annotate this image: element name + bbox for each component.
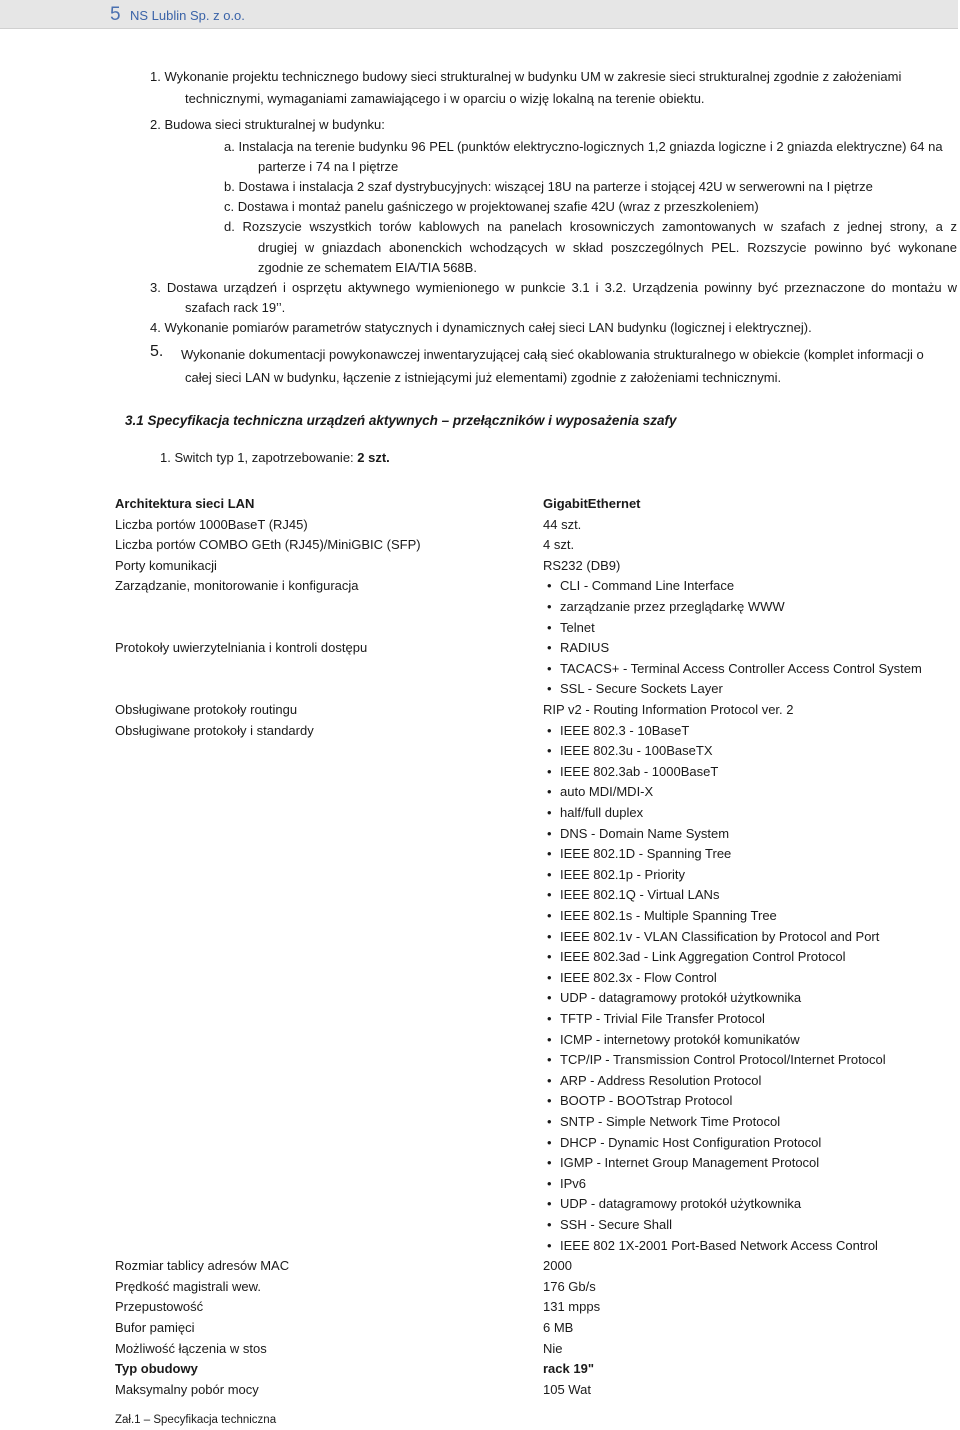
spec-label: Liczba portów COMBO GEth (RJ45)/MiniGBIC (SFP) xyxy=(115,537,421,553)
spec-bullet-text: IEEE 802.1D - Spanning Tree xyxy=(560,846,732,862)
switch-heading-prefix: 1. Switch typ 1, zapotrzebowanie: xyxy=(160,450,358,465)
spec-value: 131 mpps xyxy=(543,1299,601,1315)
spec-bullet-item xyxy=(547,578,734,594)
spec-bullet-text: DNS - Domain Name System xyxy=(560,825,730,841)
spec-bullet-item xyxy=(547,1052,886,1068)
spec-bullet-item xyxy=(547,929,879,945)
bullet-icon: • xyxy=(547,990,552,1006)
spec-bullet-item xyxy=(547,826,729,842)
bullet-icon: • xyxy=(547,763,552,779)
spec-bullet-item xyxy=(547,1073,761,1089)
spec-bullet-item xyxy=(547,599,785,615)
spec-bullet-text: IEEE 802.1Q - Virtual LANs xyxy=(560,887,720,903)
spec-bullet-item xyxy=(547,990,801,1006)
spec-label: Prędkość magistrali wew. xyxy=(115,1278,261,1294)
spec-bullet-text: DHCP - Dynamic Host Configuration Protocol xyxy=(560,1134,822,1150)
scope-item-2d-line-2: drugiej w gniazdach abonenckich wchodzących w skład poszczególnych PEL. Rozszycie powinno być wykonane xyxy=(258,240,957,255)
scope-item-4: 4. Wykonanie pomiarów parametrów statycznych i dynamicznych całej sieci LAN budynku (logicznej i elektrycznej). xyxy=(150,320,812,335)
header-bar xyxy=(0,0,958,29)
spec-label: Liczba portów 1000BaseT (RJ45) xyxy=(115,516,308,532)
spec-bullet-item xyxy=(547,743,712,759)
spec-bullet-text: SNTP - Simple Network Time Protocol xyxy=(560,1114,781,1129)
spec-bullet-text: IPv6 xyxy=(560,1175,587,1191)
bullet-icon: • xyxy=(547,825,552,841)
bullet-icon: • xyxy=(547,1031,552,1047)
bullet-icon: • xyxy=(547,599,552,614)
bullet-icon: • xyxy=(547,1237,552,1253)
footer-text: Zał.1 – Specyfikacja techniczna xyxy=(115,1414,277,1426)
spec-value: GigabitEthernet xyxy=(543,496,641,511)
company-name: NS Lublin Sp. z o.o. xyxy=(130,8,245,23)
spec-value: 176 Gb/s xyxy=(543,1278,596,1294)
spec-bullet-text: TACACS+ - Terminal Access Controller Access Control System xyxy=(560,660,922,676)
spec-value: 4 szt. xyxy=(543,537,575,553)
spec-value: rack 19" xyxy=(543,1361,594,1377)
scope-item-2: 2. Budowa sieci strukturalnej w budynku: xyxy=(150,117,385,132)
spec-bullet-item xyxy=(547,640,609,656)
spec-bullet-item xyxy=(547,1217,672,1233)
spec-bullet-item xyxy=(547,867,685,883)
bullet-icon: • xyxy=(547,1196,552,1212)
spec-bullet-item xyxy=(547,723,689,739)
bullet-icon: • xyxy=(547,949,552,965)
spec-label: Zarządzanie, monitorowanie i konfiguracja xyxy=(115,578,359,594)
spec-bullet-item xyxy=(547,1135,821,1151)
spec-bullet-item xyxy=(547,846,731,862)
spec-bullet-text: auto MDI/MDI-X xyxy=(560,784,654,800)
spec-bullet-text: UDP - datagramowy protokół użytkownika xyxy=(560,990,802,1006)
switch-quantity: 2 szt. xyxy=(357,450,390,465)
spec-bullet-text: SSH - Secure Shall xyxy=(560,1217,672,1232)
spec-value: 44 szt. xyxy=(543,516,582,532)
spec-bullet-text: IEEE 802.3 - 10BaseT xyxy=(560,722,690,738)
bullet-icon: • xyxy=(547,619,552,635)
scope-item-2a-line-1: a. Instalacja na terenie budynku 96 PEL (punktów elektryczno-logicznych 1,2 gniazda logiczne i 2 gniazda elektryczne) 64 na xyxy=(224,139,943,154)
spec-label: Obsługiwane protokoły i standardy xyxy=(115,722,314,738)
spec-bullet-text: Telnet xyxy=(560,619,595,635)
spec-bullet-item xyxy=(547,1114,780,1130)
spec-bullet-item xyxy=(547,970,717,986)
spec-bullet-text: TFTP - Trivial File Transfer Protocol xyxy=(560,1011,765,1026)
bullet-icon: • xyxy=(547,578,552,594)
spec-bullet-text: IEEE 802.3u - 100BaseTX xyxy=(560,743,713,759)
spec-bullet-text: IEEE 802.3ab - 1000BaseT xyxy=(560,763,719,779)
scope-item-1-line-1: 1. Wykonanie projektu technicznego budowy sieci strukturalnej w budynku UM w zakresie sieci strukturalnej zgodnie z założeniami xyxy=(150,69,902,84)
spec-bullet-text: IEEE 802.3ad - Link Aggregation Control Protocol xyxy=(560,949,846,965)
spec-bullet-text: UDP - datagramowy protokół użytkownika xyxy=(560,1196,802,1212)
bullet-icon: • xyxy=(547,660,552,676)
scope-item-2d-line-1: d. Rozszycie wszystkich torów kablowych na panelach krosowniczych zamontowanych w szafach z jednej strony, a z xyxy=(224,219,957,234)
scope-item-5-number: 5. xyxy=(150,343,164,360)
bullet-icon: • xyxy=(547,1072,552,1088)
bullet-icon: • xyxy=(547,681,552,697)
spec-bullet-item xyxy=(547,805,643,821)
spec-bullet-item xyxy=(547,949,845,965)
spec-label: Typ obudowy xyxy=(115,1361,198,1377)
spec-value: Nie xyxy=(543,1340,563,1356)
spec-label: Maksymalny pobór mocy xyxy=(115,1381,259,1397)
scope-item-2a-line-2: parterze i 74 na I piętrze xyxy=(258,159,399,174)
bullet-icon: • xyxy=(547,866,552,882)
scope-item-3-line-2: szafach rack 19’’. xyxy=(185,300,286,315)
spec-label: Rozmiar tablicy adresów MAC xyxy=(115,1258,290,1274)
scope-item-5-line-1: Wykonanie dokumentacji powykonawczej inwentaryzującej całą sieć okablowania strukturalnego w obiekcie (komplet informacji o xyxy=(181,347,924,362)
bullet-icon: • xyxy=(547,908,552,923)
spec-bullet-item xyxy=(547,681,723,697)
bullet-icon: • xyxy=(547,1134,552,1150)
bullet-icon: • xyxy=(547,1093,552,1109)
spec-bullet-text: ICMP - internetowy protokół komunikatów xyxy=(560,1031,800,1047)
spec-bullet-item xyxy=(547,908,777,924)
spec-bullet-item xyxy=(547,1196,801,1212)
bullet-icon: • xyxy=(547,846,552,862)
section-title: 3.1 Specyfikacja techniczna urządzeń aktywnych – przełączników i wyposażenia szafy xyxy=(125,413,677,428)
bullet-icon: • xyxy=(547,805,552,820)
spec-value: 6 MB xyxy=(543,1320,574,1335)
spec-bullet-item xyxy=(547,1238,878,1254)
scope-item-2d-line-3: zgodnie ze schematem EIA/TIA 568B. xyxy=(258,260,477,275)
spec-label: Przepustowość xyxy=(115,1299,204,1315)
spec-bullet-text: RADIUS xyxy=(560,640,610,656)
spec-bullet-text: BOOTP - BOOTstrap Protocol xyxy=(560,1093,733,1109)
bullet-icon: • xyxy=(547,1052,552,1068)
spec-bullet-text: IEEE 802.3x - Flow Control xyxy=(560,969,717,985)
page-number: 5 xyxy=(110,4,121,25)
spec-bullet-text: ARP - Address Resolution Protocol xyxy=(560,1072,762,1088)
bullet-icon: • xyxy=(547,1175,552,1191)
spec-label: Możliwość łączenia w stos xyxy=(115,1340,267,1356)
spec-label: Architektura sieci LAN xyxy=(115,496,255,511)
spec-bullet-text: CLI - Command Line Interface xyxy=(560,578,735,594)
spec-value: RS232 (DB9) xyxy=(543,557,621,573)
spec-bullet-text: zarządzanie przez przeglądarkę WWW xyxy=(560,599,785,614)
bullet-icon: • xyxy=(547,1217,552,1232)
bullet-icon: • xyxy=(547,1011,552,1026)
bullet-icon: • xyxy=(547,722,552,738)
spec-value: 2000 xyxy=(543,1258,572,1274)
spec-bullet-item xyxy=(547,1032,800,1048)
scope-item-2b: b. Dostawa i instalacja 2 szaf dystrybucyjnych: wiszącej 18U na parterze i stojącej 42U w serwerowni na I piętrze xyxy=(224,179,873,194)
spec-bullet-text: IEEE 802 1X-2001 Port-Based Network Access Control xyxy=(560,1237,878,1253)
spec-value: RIP v2 - Routing Information Protocol ver. 2 xyxy=(543,702,794,717)
bullet-icon: • xyxy=(547,784,552,800)
bullet-icon: • xyxy=(547,640,552,656)
bullet-icon: • xyxy=(547,928,552,944)
spec-bullet-item xyxy=(547,1155,819,1171)
spec-bullet-text: SSL - Secure Sockets Layer xyxy=(560,681,723,697)
spec-bullet-item xyxy=(547,1176,586,1192)
spec-bullet-item xyxy=(547,764,718,780)
spec-bullet-item xyxy=(547,1093,732,1109)
spec-bullet-item xyxy=(547,620,595,636)
spec-value: 105 Wat xyxy=(543,1381,591,1397)
bullet-icon: • xyxy=(547,969,552,985)
spec-bullet-text: IEEE 802.1s - Multiple Spanning Tree xyxy=(560,908,777,923)
spec-label: Obsługiwane protokoły routingu xyxy=(115,702,298,717)
spec-bullet-text: TCP/IP - Transmission Control Protocol/Internet Protocol xyxy=(560,1052,886,1068)
spec-bullet-text: IEEE 802.1p - Priority xyxy=(560,866,685,882)
bullet-icon: • xyxy=(547,887,552,903)
bullet-icon: • xyxy=(547,1114,552,1129)
scope-item-5-line-2: całej sieci LAN w budynku, łączenie z istniejącymi już elementami) zgodnie z założeniami technicznymi. xyxy=(185,370,782,385)
spec-bullet-text: IEEE 802.1v - VLAN Classification by Protocol and Port xyxy=(560,928,880,944)
spec-bullet-text: half/full duplex xyxy=(560,805,644,820)
spec-bullet-item xyxy=(547,661,922,677)
spec-bullet-text: IGMP - Internet Group Management Protocol xyxy=(560,1155,820,1171)
spec-bullet-item xyxy=(547,784,653,800)
bullet-icon: • xyxy=(547,743,552,759)
spec-bullet-item xyxy=(547,887,719,903)
spec-label: Bufor pamięci xyxy=(115,1320,195,1335)
spec-bullet-item xyxy=(547,1011,765,1027)
bullet-icon: • xyxy=(547,1155,552,1171)
scope-item-1-line-2: technicznymi, wymaganiami zamawiającego i w oparciu o wizję lokalną na terenie obiektu. xyxy=(185,91,705,106)
spec-label: Protokoły uwierzytelniania i kontroli dostępu xyxy=(115,640,368,656)
spec-label: Porty komunikacji xyxy=(115,557,217,573)
scope-item-2c: c. Dostawa i montaż panelu gaśniczego w projektowanej szafie 42U (wraz z przeszkoleniem) xyxy=(224,199,759,214)
switch-heading xyxy=(160,450,390,466)
scope-item-3-line-1: 3. Dostawa urządzeń i osprzętu aktywnego wymienionego w punkcie 3.1 i 3.2. Urządzenia powinny być przeznaczone do montażu w xyxy=(150,280,957,295)
